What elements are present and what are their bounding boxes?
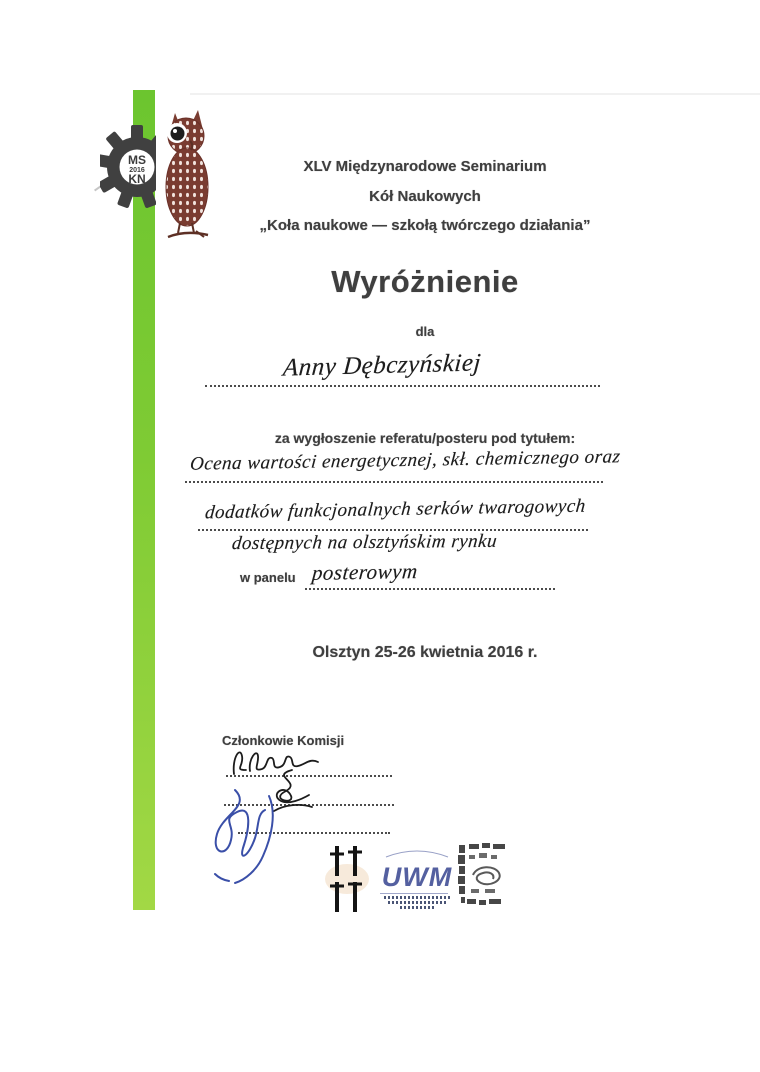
logo-text-year: 2016 xyxy=(129,167,145,174)
stamp-logo xyxy=(455,841,513,918)
logo-text-ms: MS xyxy=(128,153,146,167)
panel-value-handwriting: posterowym xyxy=(311,559,419,585)
scan-artifact-line xyxy=(190,93,760,95)
logo-text-kn: KN xyxy=(128,172,146,186)
stamp-logo-icon xyxy=(455,841,513,913)
seminar-title-line2: Kół Naukowych xyxy=(369,188,481,205)
award-dla-label: dla xyxy=(415,324,435,339)
uwm-caption-bar-1 xyxy=(384,896,450,899)
panel-rule xyxy=(305,588,555,590)
seminar-motto: „Koła naukowe — szkołą twórczego działania” xyxy=(259,217,591,234)
paper-title-handwriting-line2: dodatków funkcjonalnych serków twarogowych xyxy=(204,495,587,524)
seminar-title-line1: XLV Międzynarodowe Seminarium xyxy=(303,158,547,175)
paper-title-handwriting-line1: Ocena wartości energetycznej, skł. chemicznego oraz xyxy=(189,446,622,475)
uwm-rule xyxy=(380,893,448,894)
signature-3-icon xyxy=(205,786,290,888)
pillars-logo xyxy=(322,842,372,919)
recipient-line xyxy=(205,385,600,387)
title-line1-rule xyxy=(185,481,603,483)
recipient-handwriting: Anny Dębczyńskiej xyxy=(282,349,483,382)
uwm-logo-text: UWM xyxy=(381,862,453,892)
uwm-logo xyxy=(380,846,454,909)
award-title: Wyróżnienie xyxy=(331,264,519,299)
panel-label: w panelu xyxy=(240,570,296,585)
date-line: Olsztyn 25-26 kwietnia 2016 r. xyxy=(312,644,538,661)
uwm-arc-icon xyxy=(380,847,454,859)
paper-title-handwriting-line3: dostępnych na olsztyńskim rynku xyxy=(231,530,499,555)
committee-label: Członkowie Komisji xyxy=(222,733,345,748)
pillars-logo-icon xyxy=(322,842,372,914)
title-line2-rule xyxy=(198,529,588,531)
signature-3 xyxy=(205,786,290,893)
uwm-caption-bar-3 xyxy=(400,906,434,909)
uwm-caption-bar-2 xyxy=(388,901,446,904)
citation-intro: za wygłoszenie referatu/posteru pod tytułem: xyxy=(274,430,576,446)
